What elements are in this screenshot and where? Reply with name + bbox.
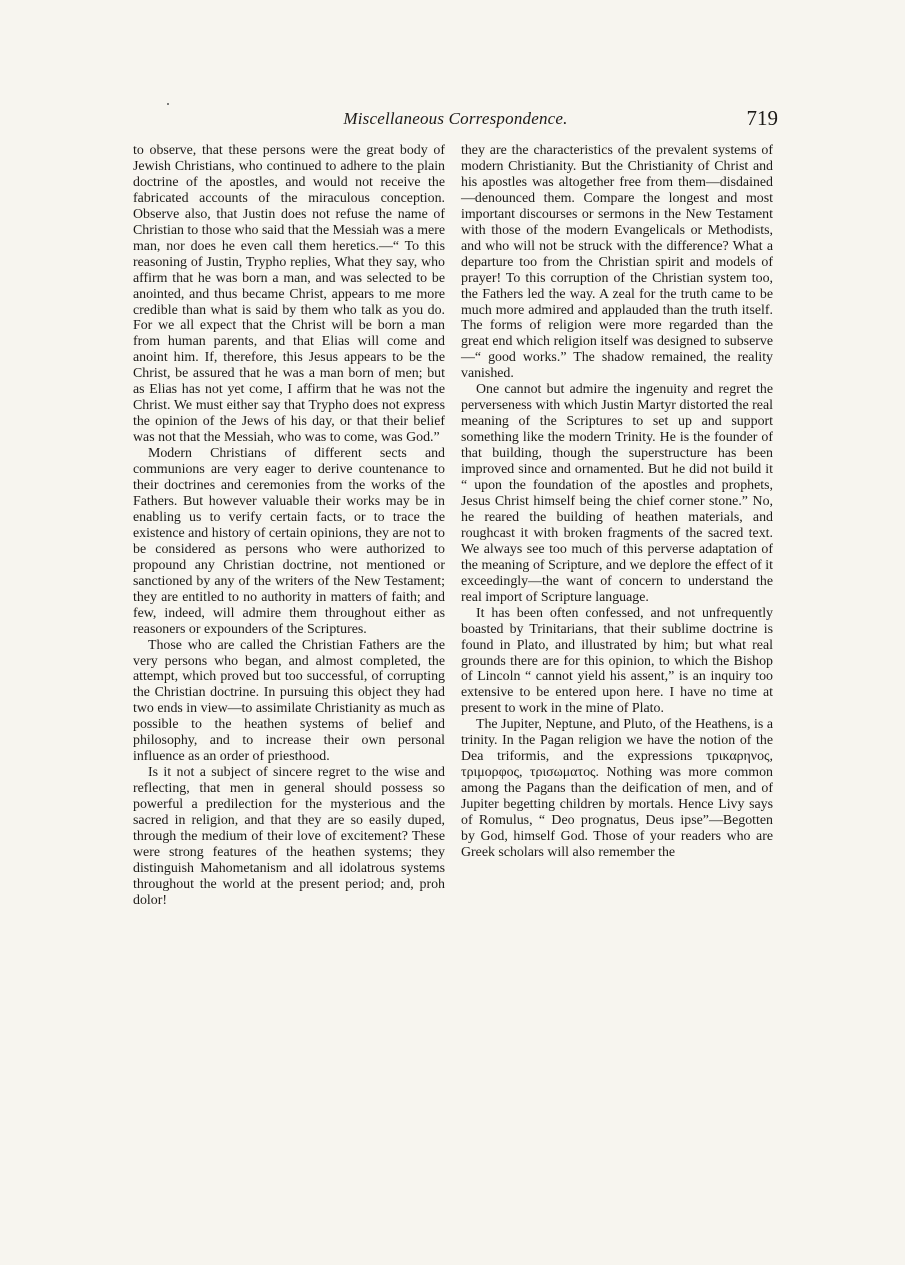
paragraph: It has been often confessed, and not unfrequently boasted by Trinitarians, that their sublime doctrine is found in Plato, and illustrated by him; but what real grounds there are for this opinion, to which the Bishop of Lincoln “ cannot yield his assent,” is an inquiry too extensive to be entered upon here. I have no time at present to work in the mine of Plato.	[461, 605, 773, 717]
left-column	[133, 143, 445, 909]
running-title: Miscellaneous Correspondence.	[343, 109, 568, 128]
print-speck	[167, 103, 169, 105]
paragraph: One cannot but admire the ingenuity and regret the perverseness with which Justin Martyr distorted the real meaning of the Scriptures to set up and support something like the modern Trinity. He is the founder of that building, though the superstructure has been improved since and ornamented. But he did not build it “ upon the foundation of the apostles and prophets, Jesus Christ himself being the chief corner stone.” No, he reared the building of heathen materials, and roughcast it with broken fragments of the sacred text. We always see too much of this perverse adaptation of the meaning of Scripture, and we deplore the effect of it exceedingly—the want of concern to understand the real import of Scripture language.	[461, 382, 773, 605]
right-column	[461, 143, 773, 861]
paragraph: The Jupiter, Neptune, and Pluto, of the Heathens, is a trinity. In the Pagan religion we have the notion of the Dea triformis, and the expressions τρικαρηνος, τριμορφος, τρισωματος. Nothing was more common among the Pagans than the deification of men, and of Jupiter begetting children by mortals. Hence Livy says of Romulus, “ Deo prognatus, Deus ipse”—Begotten by God, himself God. Those of your readers who are Greek scholars will also remember the	[461, 717, 773, 860]
paragraph: to observe, that these persons were the great body of Jewish Christians, who continued to adhere to the plain doctrine of the apostles, and would not receive the fabricated accounts of the miraculous conception. Observe also, that Justin does not refuse the name of Christian to those who said that the Messiah was a mere man, nor does he even call them heretics.—“ To this reasoning of Justin, Trypho replies, What they say, who affirm that he was born a man, and was selected to be anointed, and thus became Christ, appears to me more credible than what is said by them who talk as you do. For we all expect that the Christ will be born a man from human parents, and that Elias will come and anoint him. If, therefore, this Jesus appears to be the Christ, be assured that he was a man born of men; but as Elias has not yet come, I affirm that he was not the Christ. We must either say that Trypho does not express the opinion of the Jews of his day, or that their belief was not that the Messiah, who was to come, was God.”	[133, 143, 445, 446]
paragraph: Those who are called the Christian Fathers are the very persons who began, and almost completed, the attempt, which proved but too successful, of corrupting the Christian doctrine. In pursuing this object they had two ends in view—to assimilate Christianity as much as possible to the heathen systems of belief and philosophy, and to increase their own personal influence as an order of priesthood.	[133, 637, 445, 765]
paragraph: Modern Christians of different sects and communions are very eager to derive countenance to their doctrines and ceremonies from the works of the Fathers. But however valuable their works may be in enabling us to verify certain facts, or to trace the existence and history of certain opinions, they are not to be considered as persons who were authorized to propound any Christian doctrine, not mentioned or sanctioned by any of the writers of the New Testament; they are entitled to no authority in matters of faith; and few, indeed, will admire them throughout either as reasoners or expounders of the Scriptures.	[133, 446, 445, 637]
paragraph: they are the characteristics of the prevalent systems of modern Christianity. But the Christianity of Christ and his apostles was altogether free from them—disdained—denounced them. Compare the longest and most important discourses or sermons in the New Testament with those of the modern Evangelicals or Methodists, and who will not be struck with the difference? What a departure too from the Christian spirit and models of prayer! To this corruption of the Christian system too, the Fathers led the way. A zeal for the truth came to be much more admired and applauded than the truth itself. The forms of religion were more regarded than the great end which religion itself was designed to subserve—“ good works.” The shadow remained, the reality vanished.	[461, 143, 773, 382]
page-number: 719	[746, 106, 778, 130]
running-head	[133, 106, 778, 134]
paragraph: Is it not a subject of sincere regret to the wise and reflecting, that men in general should possess so powerful a predilection for the mysterious and the sacred in religion, and that they are so easily duped, through the medium of their love of excitement? These were strong features of the heathen systems; they distinguish Mahometanism and all idolatrous systems throughout the world at the present period; and, proh dolor!	[133, 765, 445, 908]
